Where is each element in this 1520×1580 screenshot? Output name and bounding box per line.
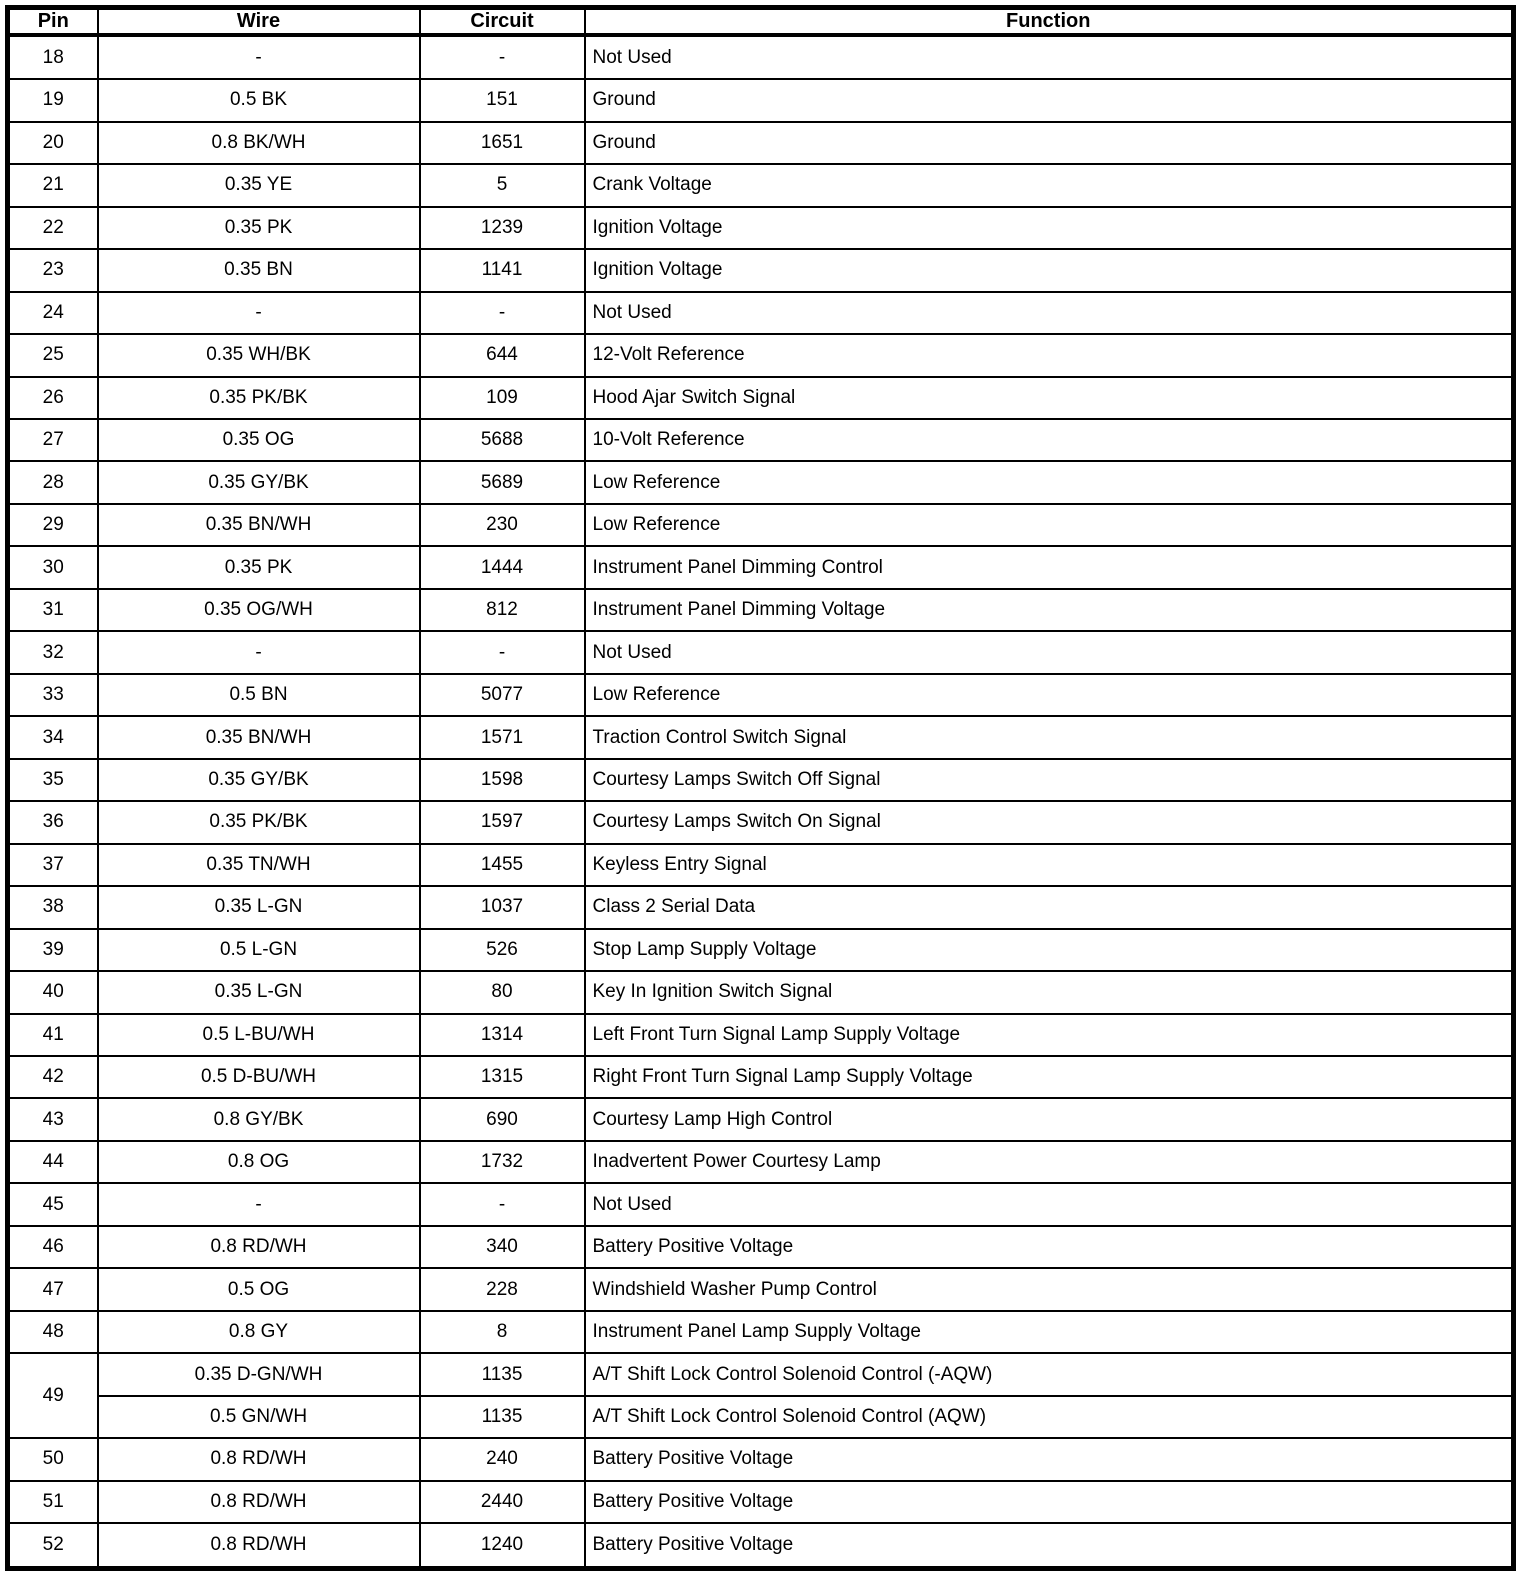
table-row	[8, 79, 1514, 121]
table-row	[8, 546, 1514, 588]
function-cell: 12-Volt Reference	[585, 334, 1514, 376]
wire-cell: 0.5 D-BU/WH	[98, 1056, 420, 1098]
function-cell: 10-Volt Reference	[585, 419, 1514, 461]
wire-cell: 0.5 L-BU/WH	[98, 1014, 420, 1056]
wire-cell: -	[98, 631, 420, 673]
circuit-cell: 812	[420, 589, 585, 631]
pin-cell: 20	[8, 122, 98, 164]
wire-cell: 0.35 GY/BK	[98, 759, 420, 801]
wire-cell: 0.5 GN/WH	[98, 1396, 420, 1438]
pin-cell: 36	[8, 801, 98, 843]
table-row	[8, 971, 1514, 1013]
pin-cell: 27	[8, 419, 98, 461]
circuit-cell: -	[420, 1183, 585, 1225]
circuit-cell: -	[420, 631, 585, 673]
table-row	[8, 1098, 1514, 1140]
function-cell: Windshield Washer Pump Control	[585, 1268, 1514, 1310]
function-cell: Ignition Voltage	[585, 207, 1514, 249]
circuit-cell: 1141	[420, 249, 585, 291]
table-row	[8, 292, 1514, 334]
pin-cell: 51	[8, 1481, 98, 1523]
table-row	[8, 1268, 1514, 1310]
table-row	[8, 164, 1514, 206]
circuit-cell: 526	[420, 929, 585, 971]
function-cell: Low Reference	[585, 504, 1514, 546]
function-cell: Hood Ajar Switch Signal	[585, 377, 1514, 419]
circuit-cell: 1239	[420, 207, 585, 249]
table-row	[8, 886, 1514, 928]
function-cell: Ignition Voltage	[585, 249, 1514, 291]
pin-cell: 29	[8, 504, 98, 546]
pin-cell: 50	[8, 1438, 98, 1480]
wire-cell: 0.35 OG	[98, 419, 420, 461]
function-cell: Instrument Panel Dimming Voltage	[585, 589, 1514, 631]
wire-cell: 0.35 L-GN	[98, 886, 420, 928]
pin-cell: 24	[8, 292, 98, 334]
function-cell: Instrument Panel Dimming Control	[585, 546, 1514, 588]
circuit-cell: -	[420, 292, 585, 334]
table-row	[8, 929, 1514, 971]
table-row	[8, 1183, 1514, 1225]
circuit-cell: 8	[420, 1311, 585, 1353]
wire-cell: 0.8 GY/BK	[98, 1098, 420, 1140]
table-row	[8, 1141, 1514, 1183]
pin-cell: 40	[8, 971, 98, 1013]
circuit-cell: 228	[420, 1268, 585, 1310]
circuit-cell: 1571	[420, 716, 585, 758]
wire-cell: 0.35 L-GN	[98, 971, 420, 1013]
function-cell: Left Front Turn Signal Lamp Supply Voltage	[585, 1014, 1514, 1056]
circuit-cell: 151	[420, 79, 585, 121]
circuit-cell: 1314	[420, 1014, 585, 1056]
wire-cell: 0.35 PK/BK	[98, 801, 420, 843]
wire-cell: 0.35 GY/BK	[98, 461, 420, 503]
pin-cell: 35	[8, 759, 98, 801]
circuit-cell: 5	[420, 164, 585, 206]
pin-cell: 37	[8, 844, 98, 886]
pin-cell: 46	[8, 1226, 98, 1268]
circuit-cell: 5689	[420, 461, 585, 503]
function-cell: Courtesy Lamps Switch Off Signal	[585, 759, 1514, 801]
table-header	[8, 8, 1514, 36]
header-circuit: Circuit	[420, 8, 585, 36]
wire-cell: 0.35 BN	[98, 249, 420, 291]
wire-cell: 0.35 TN/WH	[98, 844, 420, 886]
wire-cell: 0.35 PK/BK	[98, 377, 420, 419]
table-row	[8, 801, 1514, 843]
function-cell: A/T Shift Lock Control Solenoid Control (-AQW)	[585, 1353, 1514, 1395]
function-cell: Instrument Panel Lamp Supply Voltage	[585, 1311, 1514, 1353]
pin-cell: 26	[8, 377, 98, 419]
circuit-cell: 5688	[420, 419, 585, 461]
function-cell: Traction Control Switch Signal	[585, 716, 1514, 758]
pin-cell: 30	[8, 546, 98, 588]
table-row	[8, 1481, 1514, 1523]
wire-cell: 0.8 GY	[98, 1311, 420, 1353]
pin-cell: 33	[8, 674, 98, 716]
pin-cell: 32	[8, 631, 98, 673]
wire-cell: 0.35 YE	[98, 164, 420, 206]
table-row	[8, 1226, 1514, 1268]
wire-cell: 0.8 OG	[98, 1141, 420, 1183]
pin-cell: 25	[8, 334, 98, 376]
table-row	[8, 461, 1514, 503]
wire-cell: 0.5 OG	[98, 1268, 420, 1310]
pin-cell: 22	[8, 207, 98, 249]
pin-cell: 18	[8, 35, 98, 79]
circuit-cell: 1315	[420, 1056, 585, 1098]
table-row	[8, 1056, 1514, 1098]
pin-cell: 49	[8, 1353, 98, 1438]
function-cell: Class 2 Serial Data	[585, 886, 1514, 928]
table-row	[8, 1396, 1514, 1438]
table-row	[8, 759, 1514, 801]
wire-cell: 0.8 RD/WH	[98, 1226, 420, 1268]
pin-cell: 43	[8, 1098, 98, 1140]
function-cell: Ground	[585, 122, 1514, 164]
circuit-cell: 340	[420, 1226, 585, 1268]
function-cell: Inadvertent Power Courtesy Lamp	[585, 1141, 1514, 1183]
pin-cell: 23	[8, 249, 98, 291]
function-cell: Not Used	[585, 35, 1514, 79]
pin-cell: 52	[8, 1523, 98, 1568]
function-cell: Courtesy Lamp High Control	[585, 1098, 1514, 1140]
header-row	[8, 8, 1514, 36]
function-cell: Ground	[585, 79, 1514, 121]
wire-cell: 0.5 BK	[98, 79, 420, 121]
function-cell: Battery Positive Voltage	[585, 1438, 1514, 1480]
pin-cell: 21	[8, 164, 98, 206]
circuit-cell: 1037	[420, 886, 585, 928]
function-cell: A/T Shift Lock Control Solenoid Control (AQW)	[585, 1396, 1514, 1438]
circuit-cell: 1597	[420, 801, 585, 843]
table-row	[8, 334, 1514, 376]
wire-cell: 0.35 BN/WH	[98, 504, 420, 546]
wire-cell: 0.8 BK/WH	[98, 122, 420, 164]
wire-cell: 0.35 D-GN/WH	[98, 1353, 420, 1395]
function-cell: Not Used	[585, 631, 1514, 673]
pin-cell: 34	[8, 716, 98, 758]
circuit-cell: 1455	[420, 844, 585, 886]
table-row	[8, 589, 1514, 631]
function-cell: Battery Positive Voltage	[585, 1523, 1514, 1568]
header-wire: Wire	[98, 8, 420, 36]
function-cell: Low Reference	[585, 674, 1514, 716]
pin-cell: 19	[8, 79, 98, 121]
circuit-cell: 1651	[420, 122, 585, 164]
table-row	[8, 844, 1514, 886]
table-row	[8, 207, 1514, 249]
wire-cell: 0.35 PK	[98, 207, 420, 249]
header-pin: Pin	[8, 8, 98, 36]
table-row	[8, 716, 1514, 758]
circuit-cell: 690	[420, 1098, 585, 1140]
wire-cell: 0.35 BN/WH	[98, 716, 420, 758]
header-function: Function	[585, 8, 1514, 36]
table-row	[8, 377, 1514, 419]
wire-cell: -	[98, 35, 420, 79]
circuit-cell: 230	[420, 504, 585, 546]
table-row	[8, 1438, 1514, 1480]
circuit-cell: 644	[420, 334, 585, 376]
circuit-cell: 1135	[420, 1396, 585, 1438]
circuit-cell: 80	[420, 971, 585, 1013]
function-cell: Right Front Turn Signal Lamp Supply Voltage	[585, 1056, 1514, 1098]
pin-cell: 31	[8, 589, 98, 631]
table-row	[8, 631, 1514, 673]
pin-cell: 38	[8, 886, 98, 928]
circuit-cell: 5077	[420, 674, 585, 716]
circuit-cell: -	[420, 35, 585, 79]
circuit-cell: 240	[420, 1438, 585, 1480]
function-cell: Key In Ignition Switch Signal	[585, 971, 1514, 1013]
wire-cell: 0.35 PK	[98, 546, 420, 588]
connector-pinout-table	[5, 5, 1516, 1571]
table-row	[8, 122, 1514, 164]
function-cell: Low Reference	[585, 461, 1514, 503]
table-row	[8, 419, 1514, 461]
table-row	[8, 35, 1514, 79]
wire-cell: 0.8 RD/WH	[98, 1438, 420, 1480]
pin-cell: 44	[8, 1141, 98, 1183]
circuit-cell: 1732	[420, 1141, 585, 1183]
wire-cell: 0.35 WH/BK	[98, 334, 420, 376]
pin-cell: 47	[8, 1268, 98, 1310]
table-row	[8, 1311, 1514, 1353]
pinout-table-body	[8, 35, 1514, 1569]
pin-cell: 39	[8, 929, 98, 971]
circuit-cell: 1135	[420, 1353, 585, 1395]
function-cell: Keyless Entry Signal	[585, 844, 1514, 886]
function-cell: Not Used	[585, 1183, 1514, 1225]
pin-cell: 42	[8, 1056, 98, 1098]
pin-cell: 41	[8, 1014, 98, 1056]
function-cell: Battery Positive Voltage	[585, 1481, 1514, 1523]
function-cell: Stop Lamp Supply Voltage	[585, 929, 1514, 971]
table-row	[8, 249, 1514, 291]
circuit-cell: 1240	[420, 1523, 585, 1568]
function-cell: Not Used	[585, 292, 1514, 334]
pin-cell: 45	[8, 1183, 98, 1225]
wire-cell: 0.35 OG/WH	[98, 589, 420, 631]
table-row	[8, 674, 1514, 716]
table-row	[8, 504, 1514, 546]
function-cell: Battery Positive Voltage	[585, 1226, 1514, 1268]
wire-cell: 0.8 RD/WH	[98, 1481, 420, 1523]
wire-cell: 0.8 RD/WH	[98, 1523, 420, 1568]
table-row	[8, 1523, 1514, 1568]
wire-cell: 0.5 L-GN	[98, 929, 420, 971]
circuit-cell: 1444	[420, 546, 585, 588]
pin-cell: 48	[8, 1311, 98, 1353]
wire-cell: -	[98, 292, 420, 334]
table-row	[8, 1014, 1514, 1056]
function-cell: Crank Voltage	[585, 164, 1514, 206]
circuit-cell: 109	[420, 377, 585, 419]
wire-cell: 0.5 BN	[98, 674, 420, 716]
function-cell: Courtesy Lamps Switch On Signal	[585, 801, 1514, 843]
pin-cell: 28	[8, 461, 98, 503]
wire-cell: -	[98, 1183, 420, 1225]
table-row	[8, 1353, 1514, 1395]
circuit-cell: 2440	[420, 1481, 585, 1523]
circuit-cell: 1598	[420, 759, 585, 801]
